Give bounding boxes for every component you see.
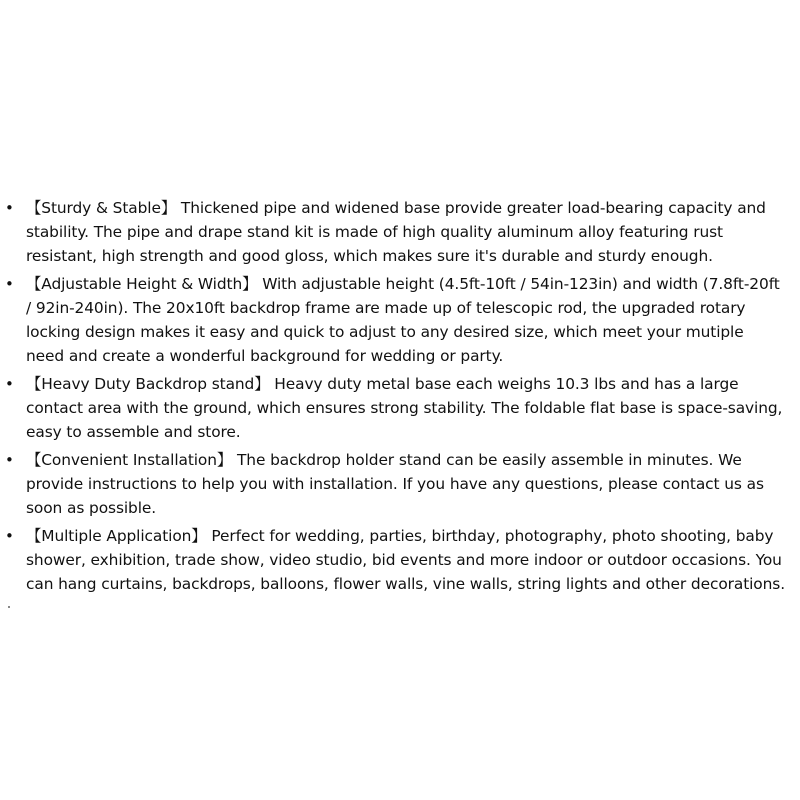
- feature-item-sturdy-stable: [0, 196, 800, 268]
- feature-text: Perfect for wedding, parties, birthday, photography, photo shooting, baby shower, exhibition, trade show, video studio, bid events and more indoor or outdoor occasions. You can hang curtains, backdrops, balloons, flower walls, vine walls, string lights and other decorations.: [26, 527, 785, 593]
- stray-mark: [8, 606, 10, 608]
- bullet-icon: •: [5, 199, 14, 217]
- feature-heading: 【Adjustable Height & Width】: [26, 275, 258, 293]
- feature-item-heavy-duty: [0, 372, 800, 444]
- bullet-icon: •: [5, 451, 14, 469]
- feature-item-installation: [0, 448, 800, 520]
- product-description: [0, 196, 800, 600]
- feature-text: The backdrop holder stand can be easily assemble in minutes. We provide instructions to help you with installation. If you have any questions, please contact us as soon as possible.: [26, 451, 764, 517]
- bullet-icon: •: [5, 275, 14, 293]
- feature-item-application: [0, 524, 800, 596]
- feature-text: Heavy duty metal base each weighs 10.3 lbs and has a large contact area with the ground, which ensures strong stability. The foldable flat base is space-saving, easy to assemble and store.: [26, 375, 783, 441]
- feature-heading: 【Heavy Duty Backdrop stand】: [26, 375, 270, 393]
- feature-heading: 【Convenient Installation】: [26, 451, 233, 469]
- bullet-icon: •: [5, 527, 14, 545]
- feature-text: With adjustable height (4.5ft-10ft / 54in-123in) and width (7.8ft-20ft / 92in-240in). The 20x10ft backdrop frame are made up of telescopic rod, the upgraded rotary locking design makes it easy and quick to adjust to any desired size, which meet your mutiple need and create a wonderful background for wedding or party.: [26, 275, 780, 365]
- bullet-icon: •: [5, 375, 14, 393]
- feature-list: [0, 196, 800, 596]
- feature-text: Thickened pipe and widened base provide greater load-bearing capacity and stability. The pipe and drape stand kit is made of high quality aluminum alloy featuring rust resistant, high strength and good gloss, which makes sure it's durable and sturdy enough.: [26, 199, 766, 265]
- feature-heading: 【Sturdy & Stable】: [26, 199, 177, 217]
- feature-heading: 【Multiple Application】: [26, 527, 207, 545]
- feature-item-adjustable: [0, 272, 800, 368]
